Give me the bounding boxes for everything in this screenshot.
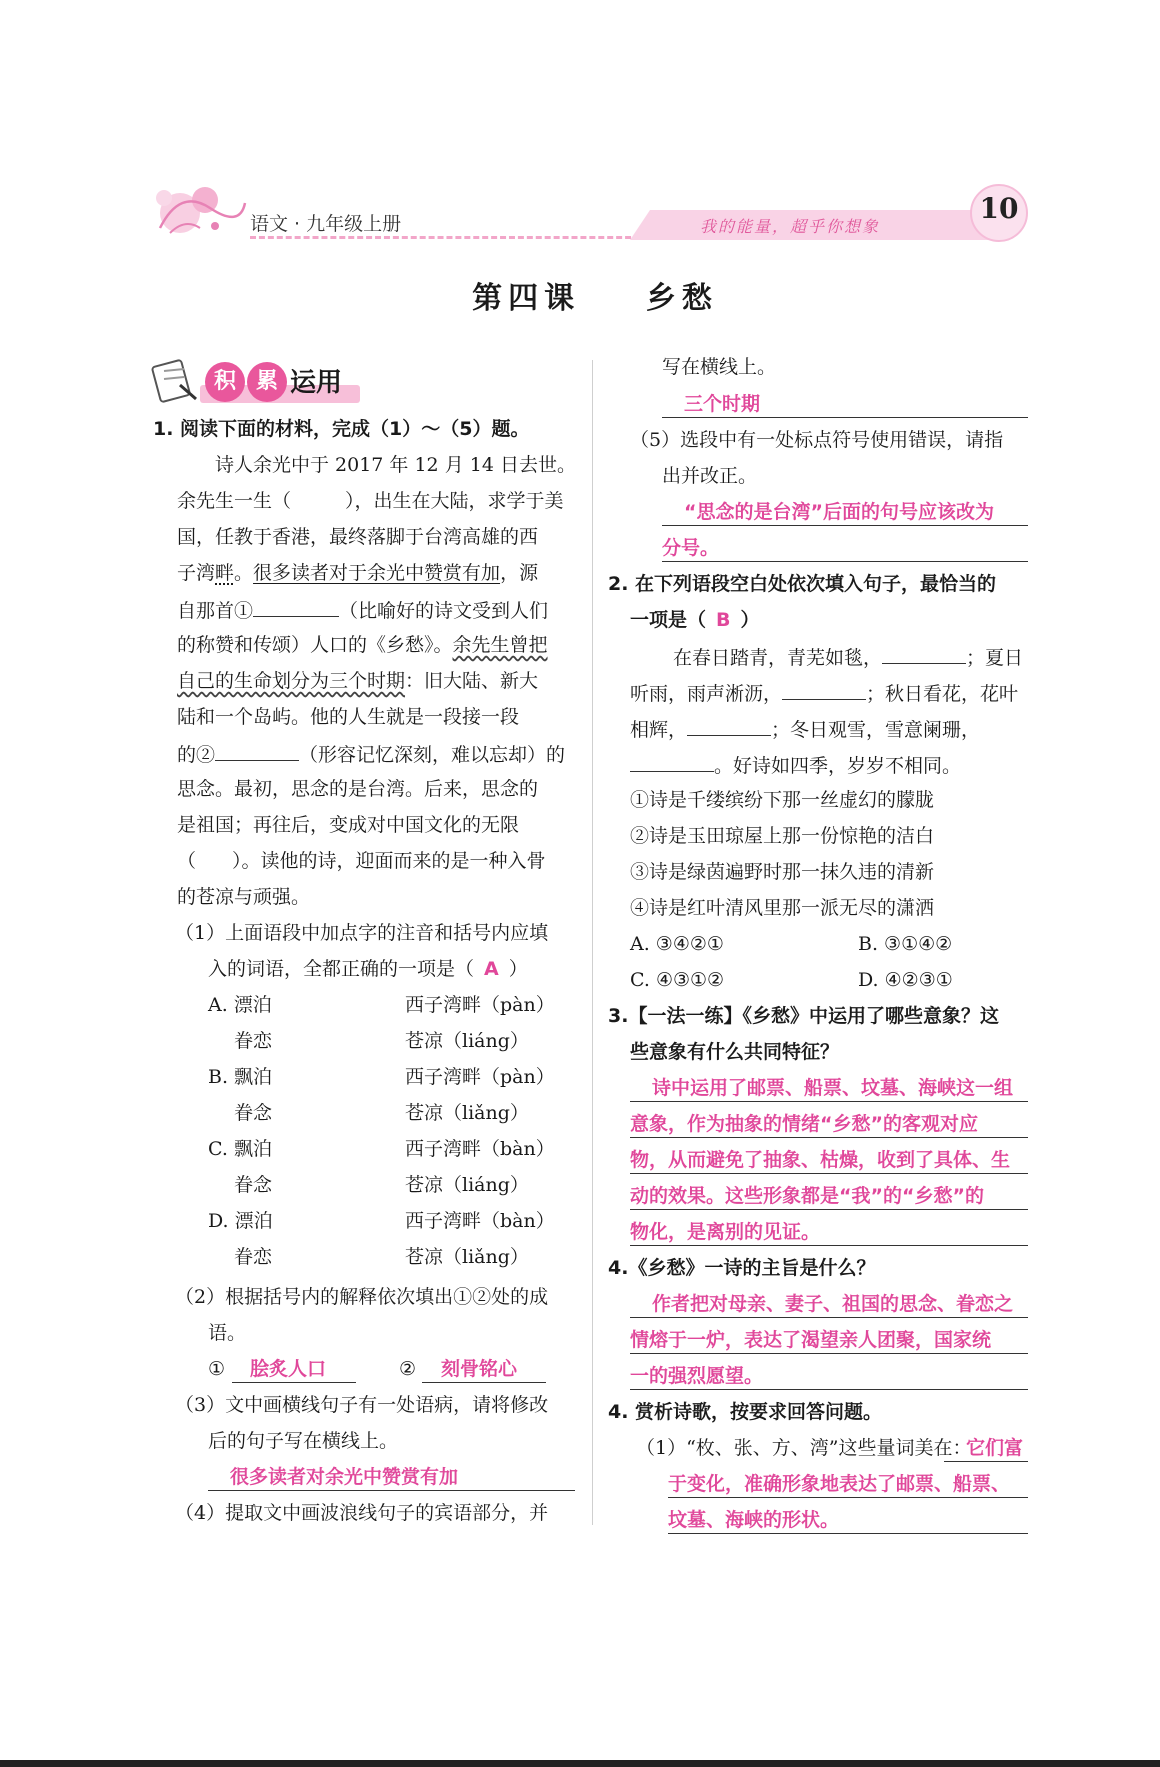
question-1-prompt: 1. 阅读下面的材料，完成（1）～（5）题。	[153, 418, 530, 440]
page-bottom-edge	[0, 1760, 1160, 1767]
answer-q3-cont: 动的效果。这些形象都是“我”的“乡愁”的	[630, 1185, 984, 1207]
choice-a: A. ③④②①	[630, 933, 724, 955]
notebook-icon	[150, 355, 200, 405]
option-c: C. 飘泊	[208, 1138, 272, 1160]
subject-label: 语文 · 九年级上册	[250, 213, 402, 235]
answer-q5-1-cont: 于变化，准确形象地表达了邮票、船票、	[668, 1473, 1011, 1495]
answer-line	[232, 1382, 356, 1383]
passage-line: 是祖国；再往后，变成对中国文化的无限	[177, 814, 520, 836]
answer-q5-1-cont: 坟墓、海峡的形状。	[668, 1509, 840, 1531]
choice-c: C. ④③①②	[630, 969, 725, 991]
column-divider	[592, 360, 593, 1525]
answer-q3-cont: 物化，是离别的见证。	[630, 1221, 821, 1243]
option-b-pinyin: 苍凉（liǎng）	[405, 1102, 529, 1124]
question-2-prompt-cont: 一项是（ B ）	[630, 609, 760, 631]
passage-line: 诗人余光中于 2017 年 12 月 14 日去世。	[215, 454, 576, 476]
answer-line	[422, 1382, 546, 1383]
answer-line	[208, 1490, 575, 1491]
passage-line: 余先生一生（ ），出生在大陆，求学于美	[177, 490, 564, 512]
option-c-detail: 西子湾畔（bàn）	[405, 1138, 555, 1160]
answer-blank-1: 脍炙人口	[250, 1358, 327, 1380]
answer-line	[662, 417, 1028, 418]
sub-question-1-cont: 入的词语，全都正确的一项是（ A ）	[208, 958, 528, 980]
floral-ornament-icon	[150, 178, 250, 248]
passage-line: 听雨，雨声淅沥， ；秋日看花，花叶	[630, 680, 1018, 706]
answer-line	[630, 1209, 1028, 1210]
answer-q3-cont: 意象，作为抽象的情绪“乡愁”的客观对应	[630, 1113, 978, 1135]
sub-question-4-cont: 写在横线上。	[662, 356, 777, 378]
answer-q4-cont: 一的强烈愿望。	[630, 1365, 764, 1387]
sub-question-2-cont: 语。	[208, 1322, 247, 1344]
question-5-prompt: 4. 赏析诗歌，按要求回答问题。	[608, 1401, 883, 1423]
answer-blank-2: 刻骨铭心	[441, 1358, 518, 1380]
option-a-word: 眷恋	[234, 1030, 273, 1052]
answer-q4-cont: 情熔于一炉，表达了渴望亲人团聚，国家统	[630, 1329, 992, 1351]
sentence-option-1: ①诗是千缕缤纷下那一丝虚幻的朦胧	[630, 789, 935, 811]
passage-line: 陆和一个岛屿。他的人生就是一段接一段	[177, 706, 520, 728]
blank-1-label: ①	[208, 1358, 226, 1380]
passage-line: 在春日踏青，青芜如毯， ；夏日	[673, 644, 1023, 670]
option-c-pinyin: 苍凉（liáng）	[405, 1174, 529, 1196]
page-number: 10	[979, 192, 1019, 225]
passage-line: 自己的生命划分为三个时期：旧大陆、新大	[177, 670, 539, 692]
motto-text: 我的能量，超乎你想象	[700, 217, 881, 236]
option-b-word: 眷念	[234, 1102, 273, 1124]
option-d-pinyin: 苍凉（liǎng）	[405, 1246, 529, 1268]
answer-q5-1: 它们富	[966, 1437, 1024, 1459]
question-4-prompt: 4.《乡愁》一诗的主旨是什么？	[608, 1257, 876, 1279]
answer-line	[630, 1137, 1028, 1138]
sentence-option-4: ④诗是红叶清风里那一派无尽的潇洒	[630, 897, 935, 919]
passage-line: 的称赞和传颂）人口的《乡愁》。余先生曾把	[177, 634, 548, 656]
answer-q3-cont: 物，从而避免了抽象、枯燥，收到了具体、生	[630, 1149, 1011, 1171]
option-d-word: 眷恋	[234, 1246, 273, 1268]
answer-line	[662, 525, 1028, 526]
answer-q1-5-cont: 分号。	[662, 537, 720, 559]
sub-question-1: （1）上面语段中加点字的注音和括号内应填	[175, 922, 549, 944]
sub-question-4: （4）提取文中画波浪线句子的宾语部分，并	[175, 1502, 549, 1524]
lesson-title: 第四课 乡愁	[472, 281, 718, 316]
passage-line: （ ）。读他的诗，迎面而来的是一种入骨	[177, 850, 546, 872]
passage-line: 子湾畔。很多读者对于余光中赞赏有加，源	[177, 562, 539, 584]
sentence-option-2: ②诗是玉田琼屋上那一份惊艳的洁白	[630, 825, 935, 847]
answer-line	[630, 1389, 1028, 1390]
choice-d: D. ④②③①	[858, 969, 953, 991]
answer-line	[668, 1497, 1028, 1498]
option-a: A. 漂泊	[208, 994, 272, 1016]
question-3-prompt-cont: 些意象有什么共同特征？	[630, 1041, 840, 1063]
answer-q1-1: A	[484, 958, 499, 980]
answer-q3: 诗中运用了邮票、船票、坟墓、海峡这一组	[652, 1077, 1014, 1099]
answer-q1-5: “思念的是台湾”后面的句号应该改为	[684, 501, 994, 523]
blank-2-label: ②	[399, 1358, 417, 1380]
question-2-prompt: 2. 在下列语段空白处依次填入句子，最恰当的	[608, 573, 997, 595]
sub-question-5-1: （1）“枚、张、方、湾”这些量词美在：	[636, 1437, 972, 1459]
answer-line	[630, 1245, 1028, 1246]
sub-question-3-cont: 后的句子写在横线上。	[208, 1430, 399, 1452]
option-d-detail: 西子湾畔（bàn）	[405, 1210, 555, 1232]
option-d: D. 漂泊	[208, 1210, 273, 1232]
underlined-sentence: 很多读者对于余光中赞赏有加	[253, 562, 501, 584]
option-b: B. 飘泊	[208, 1066, 273, 1088]
passage-line: 的② （形容记忆深刻，难以忘却）的	[177, 741, 565, 767]
section-char-2: 累	[247, 362, 287, 402]
choice-b: B. ③①④②	[858, 933, 953, 955]
passage-line: 的苍凉与顽强。	[177, 886, 311, 908]
wavy-sentence: 余先生曾把	[452, 634, 548, 656]
answer-line	[662, 561, 1028, 562]
section-char-1: 积	[205, 362, 245, 402]
option-b-detail: 西子湾畔（pàn）	[405, 1066, 555, 1088]
option-a-detail: 西子湾畔（pàn）	[405, 994, 555, 1016]
question-3-prompt: 3.【一法一练】《乡愁》中运用了哪些意象？这	[608, 1005, 999, 1027]
answer-q1-4: 三个时期	[684, 393, 761, 415]
sub-question-5-cont: 出并改正。	[662, 465, 758, 487]
passage-line: 思念。最初，思念的是台湾。后来，思念的	[177, 778, 539, 800]
sub-question-2: （2）根据括号内的解释依次填出①②处的成	[175, 1286, 549, 1308]
sub-question-5: （5）选段中有一处标点符号使用错误，请指	[630, 429, 1004, 451]
sentence-option-3: ③诗是绿茵遍野时那一抹久违的清新	[630, 861, 935, 883]
sub-question-3: （3）文中画横线句子有一处语病，请将修改	[175, 1394, 549, 1416]
answer-q1-3: 很多读者对余光中赞赏有加	[230, 1466, 459, 1488]
answer-line	[630, 1101, 1028, 1102]
answer-line	[630, 1317, 1028, 1318]
passage-line: 相辉， ；冬日观雪，雪意阑珊，	[630, 716, 980, 742]
passage-line: 。好诗如四季，岁岁不相同。	[630, 752, 961, 778]
passage-line: 国，任教于香港，最终落脚于台湾高雄的西	[177, 526, 539, 548]
passage-line: 自那首① （比喻好的诗文受到人们	[177, 597, 548, 623]
answer-line	[630, 1173, 1028, 1174]
answer-q4: 作者把对母亲、妻子、祖国的思念、眷恋之	[652, 1293, 1014, 1315]
answer-q2: B	[716, 609, 731, 631]
answer-line	[944, 1461, 1028, 1462]
option-c-word: 眷念	[234, 1174, 273, 1196]
answer-line	[630, 1353, 1028, 1354]
section-title: 运用	[290, 368, 343, 398]
header-divider	[250, 236, 640, 239]
option-a-pinyin: 苍凉（liáng）	[405, 1030, 529, 1052]
answer-line	[668, 1533, 1028, 1534]
